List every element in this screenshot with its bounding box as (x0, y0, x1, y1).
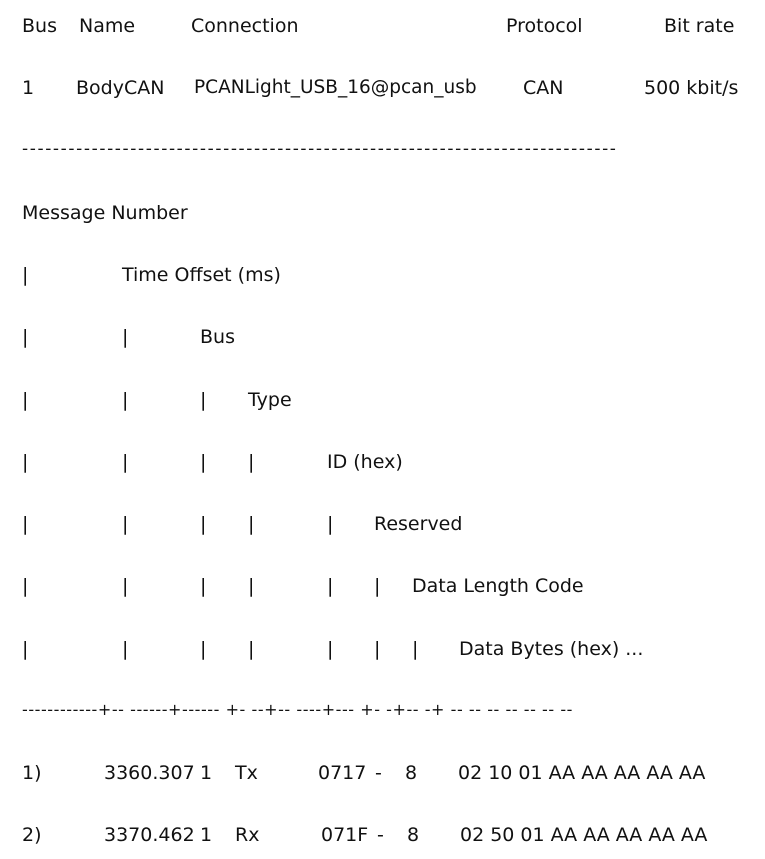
legend-reserved: Reserved (374, 513, 463, 535)
bit-rate-cell: 500 kbit/s (644, 77, 739, 99)
legend-type: Type (248, 389, 292, 411)
legend-pipe: | (248, 638, 255, 660)
legend-pipe: | (122, 575, 129, 597)
message-reserved: - (377, 824, 384, 846)
message-type: Tx (235, 762, 258, 784)
legend-data-bytes: Data Bytes (hex) ... (459, 638, 644, 660)
protocol-header: Protocol (506, 15, 583, 37)
legend-pipe: | (248, 513, 255, 535)
legend-pipe: | (200, 389, 207, 411)
message-dlc: 8 (407, 824, 420, 846)
name-header: Name (79, 15, 136, 37)
bit-rate-header: Bit rate (664, 15, 735, 37)
name-cell: BodyCAN (76, 77, 165, 99)
legend-pipe: | (22, 575, 29, 597)
legend-pipe: | (22, 638, 29, 660)
legend-pipe: | (200, 451, 207, 473)
protocol-cell: CAN (523, 77, 564, 99)
message-time-offset: 3360.307 (104, 762, 195, 784)
legend-bus: Bus (200, 326, 235, 348)
legend-pipe: | (22, 326, 29, 348)
legend-pipe: | (248, 451, 255, 473)
legend-pipe: | (374, 575, 381, 597)
legend-pipe: | (327, 638, 334, 660)
legend-pipe: | (22, 389, 29, 411)
legend-pipe: | (374, 638, 381, 660)
bus-cell: 1 (22, 77, 35, 99)
connection-header: Connection (191, 15, 299, 37)
legend-pipe: | (22, 513, 29, 535)
connection-cell: PCANLight_USB_16@pcan_usb (194, 77, 477, 98)
legend-pipe: | (327, 575, 334, 597)
legend-pipe: | (122, 326, 129, 348)
message-dlc: 8 (405, 762, 418, 784)
legend-data-length-code: Data Length Code (412, 575, 584, 597)
message-reserved: - (375, 762, 382, 784)
message-number: 1) (22, 762, 42, 784)
column-separator: ------------+-- ------+------ +- --+-- ----+--- +- -+-- -+ -- -- -- -- -- -- -- (22, 700, 573, 719)
message-time-offset: 3370.462 (104, 824, 195, 846)
bus-header: Bus (22, 15, 57, 37)
message-bus: 1 (200, 762, 213, 784)
legend-pipe: | (200, 575, 207, 597)
message-type: Rx (235, 824, 260, 846)
message-bus: 1 (200, 824, 213, 846)
legend-pipe: | (122, 451, 129, 473)
legend-time-offset: Time Offset (ms) (122, 264, 281, 286)
legend-pipe: | (122, 513, 129, 535)
legend-pipe: | (248, 575, 255, 597)
legend-pipe: | (200, 513, 207, 535)
legend-pipe: | (22, 264, 29, 286)
legend-id-hex: ID (hex) (327, 451, 403, 473)
separator-line: ----------------------------------------------------------------------------- (22, 139, 618, 159)
legend-pipe: | (412, 638, 419, 660)
legend-message-number: Message Number (22, 202, 188, 224)
legend-pipe: | (122, 638, 129, 660)
message-number: 2) (22, 824, 42, 846)
legend-pipe: | (122, 389, 129, 411)
message-data-bytes: 02 10 01 AA AA AA AA AA (458, 762, 706, 784)
message-id: 0717 (318, 762, 367, 784)
message-id: 071F (321, 824, 369, 846)
message-data-bytes: 02 50 01 AA AA AA AA AA (460, 824, 708, 846)
legend-pipe: | (22, 451, 29, 473)
legend-pipe: | (327, 513, 334, 535)
legend-pipe: | (200, 638, 207, 660)
